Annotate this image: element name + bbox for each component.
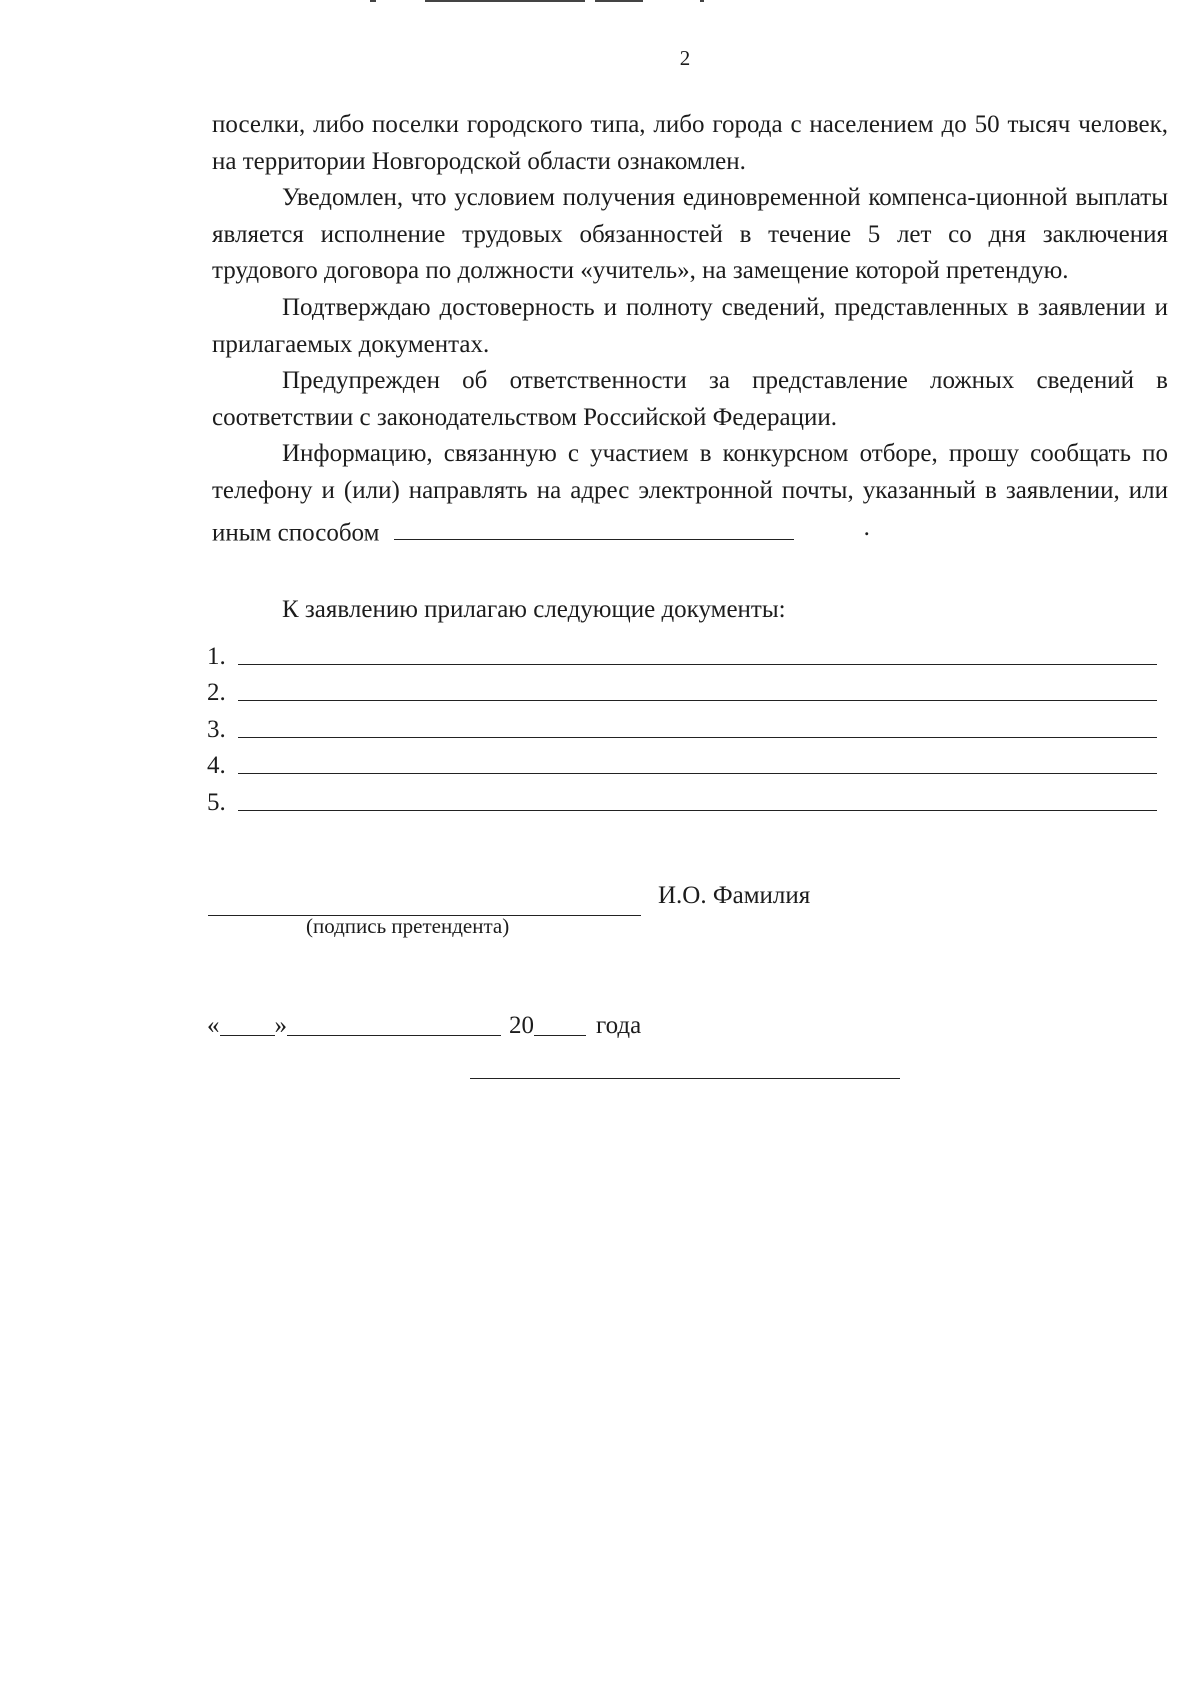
date-month-blank[interactable] <box>287 1013 501 1036</box>
date-year-blank[interactable] <box>534 1013 586 1036</box>
document-number: 2. <box>207 679 226 706</box>
documents-heading: К заявлению прилагаю следующие документы: <box>282 596 786 623</box>
contact-text: Информацию, связанную с участием в конкурсном отборе, прошу сообщать по телефону и (или) направлять на адрес электронной почты, указанный в заявлении, или иным способом <box>212 440 1168 547</box>
warned-paragraph: Предупрежден об ответственности за представление ложных сведений в соответствии с законодательством Российской Федерации. <box>212 367 1168 431</box>
intro-paragraph: поселки, либо поселки городского типа, либо города с населением до 50 тысяч человек, на территории Новгородской области ознакомлен. <box>212 111 1168 175</box>
document-number: 4. <box>207 752 226 779</box>
signature-name: И.О. Фамилия <box>658 882 811 909</box>
contact-end: . <box>863 513 870 541</box>
document-number: 5. <box>207 788 226 816</box>
date-year-prefix: 20 <box>509 1012 534 1039</box>
document-blank-line[interactable] <box>238 664 1157 665</box>
document-blank-line[interactable] <box>238 737 1157 738</box>
body-text <box>212 107 1168 552</box>
notified-paragraph: Уведомлен, что условием получения единовременной компенса-ционной выплаты является исполнение трудовых обязанностей в течение 5 лет со дня заключения трудового договора по должности «учитель», на замещение которой претендую. <box>212 184 1168 285</box>
scan-artifact-marks <box>370 0 710 4</box>
date-close-quote: » <box>274 1012 287 1039</box>
document-item <box>207 744 1157 781</box>
document-item <box>207 634 1157 671</box>
bottom-rule <box>470 1078 900 1079</box>
documents-list <box>207 634 1157 817</box>
document-blank-line[interactable] <box>238 773 1157 774</box>
date-year-suffix: года <box>596 1012 642 1039</box>
document-blank-line[interactable] <box>238 810 1157 811</box>
contact-paragraph <box>212 436 1168 551</box>
date-open-quote: « <box>207 1012 220 1039</box>
signature-caption: (подпись претендента) <box>306 914 510 938</box>
date-day-blank[interactable] <box>220 1013 275 1036</box>
other-method-field[interactable] <box>386 510 870 547</box>
document-blank-line[interactable] <box>238 700 1157 701</box>
document-number: 3. <box>207 715 226 743</box>
date-row <box>207 1012 641 1040</box>
document-item <box>207 780 1157 817</box>
document-item <box>207 707 1157 744</box>
page-number: 2 <box>679 46 691 70</box>
document-item <box>207 671 1157 708</box>
document-number: 1. <box>207 642 226 670</box>
other-method-blank[interactable] <box>394 519 794 540</box>
confirm-paragraph: Подтверждаю достоверность и полноту сведений, представленных в заявлении и прилагаемых документах. <box>212 293 1168 358</box>
